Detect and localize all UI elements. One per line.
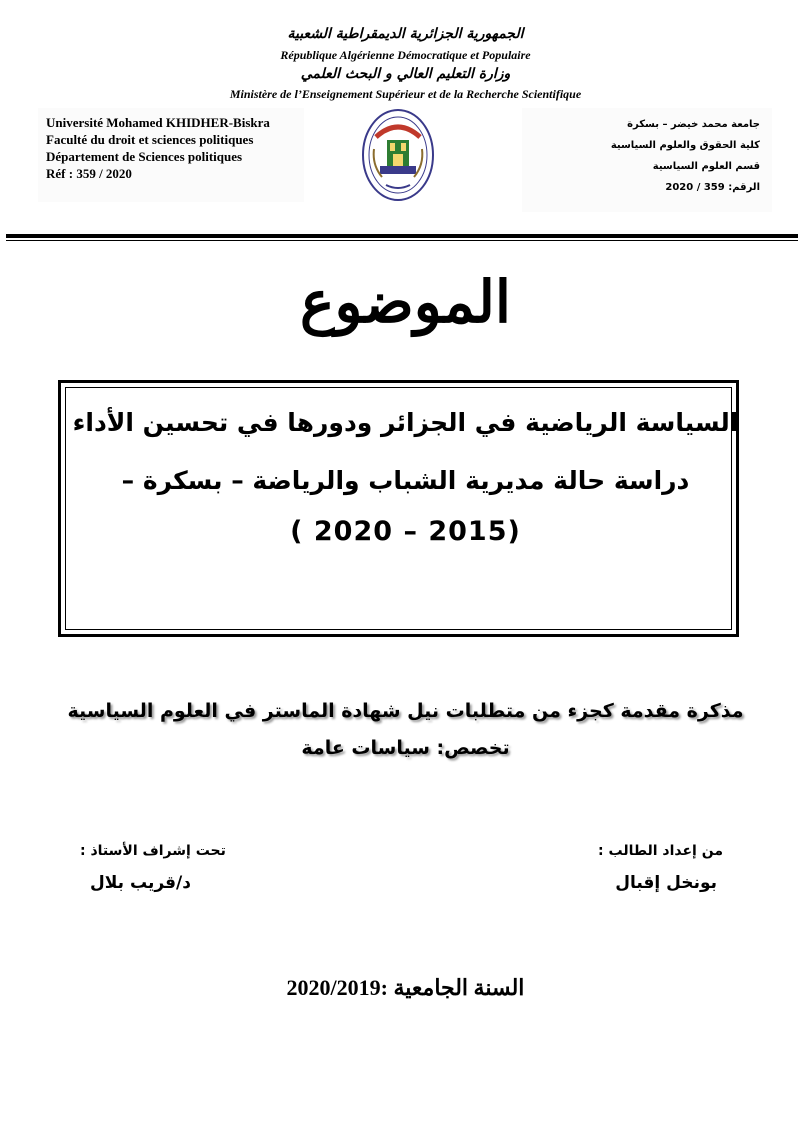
subject-heading: الموضوع bbox=[299, 268, 512, 336]
ministry-arabic: وزارة التعليم العالي و البحث العلمي bbox=[300, 66, 511, 82]
reference-ar: الرقم: 359 / 2020 bbox=[665, 182, 760, 193]
thesis-title-years: ( 2020 – 2015) bbox=[290, 516, 521, 547]
thesis-title-line2: دراسة حالة مديرية الشباب والرياضة – بسكرة – bbox=[121, 466, 690, 495]
academic-year: السنة الجامعية :2020/2019 bbox=[286, 975, 525, 1000]
faculty-name-ar: كلية الحقوق والعلوم السياسية bbox=[610, 140, 760, 151]
supervisor-label: تحت إشراف الأستاذ : bbox=[80, 843, 226, 859]
faculty-name-fr: Faculté du droit et sciences politiques bbox=[46, 132, 254, 147]
republic-french: République Algérienne Démocratique et Populaire bbox=[280, 48, 531, 62]
student-name: بونخل إقبال bbox=[615, 873, 717, 893]
header-divider-thick bbox=[6, 234, 798, 238]
memo-description: مذكرة مقدمة كجزء من متطلبات نيل شهادة الماستر في العلوم السياسية bbox=[67, 700, 744, 722]
department-name-fr: Département de Sciences politiques bbox=[46, 149, 243, 164]
university-name-ar: جامعة محمد خيضر – بسكرة bbox=[627, 119, 760, 130]
university-name-fr: Université Mohamed KHIDHER-Biskra bbox=[46, 115, 270, 130]
ministry-french: Ministère de l’Enseignement Supérieur et de la Recherche Scientifique bbox=[229, 87, 582, 101]
specialization: تخصص: سياسات عامة bbox=[301, 737, 510, 759]
arabic-institution-block bbox=[522, 108, 772, 212]
republic-arabic: الجمهورية الجزائرية الديمقراطية الشعبية bbox=[287, 26, 524, 42]
french-institution-block bbox=[38, 108, 304, 202]
student-label: من إعداد الطالب : bbox=[598, 843, 723, 859]
header-divider-thin bbox=[6, 240, 798, 241]
reference-fr: Réf : 359 / 2020 bbox=[46, 166, 132, 181]
supervisor-name: د/قريب بلال bbox=[90, 873, 191, 893]
university-logo bbox=[360, 107, 436, 203]
department-name-ar: قسم العلوم السياسية bbox=[652, 161, 760, 172]
thesis-title-line1: السياسة الرياضية في الجزائر ودورها في تحسين الأداء bbox=[72, 408, 739, 437]
